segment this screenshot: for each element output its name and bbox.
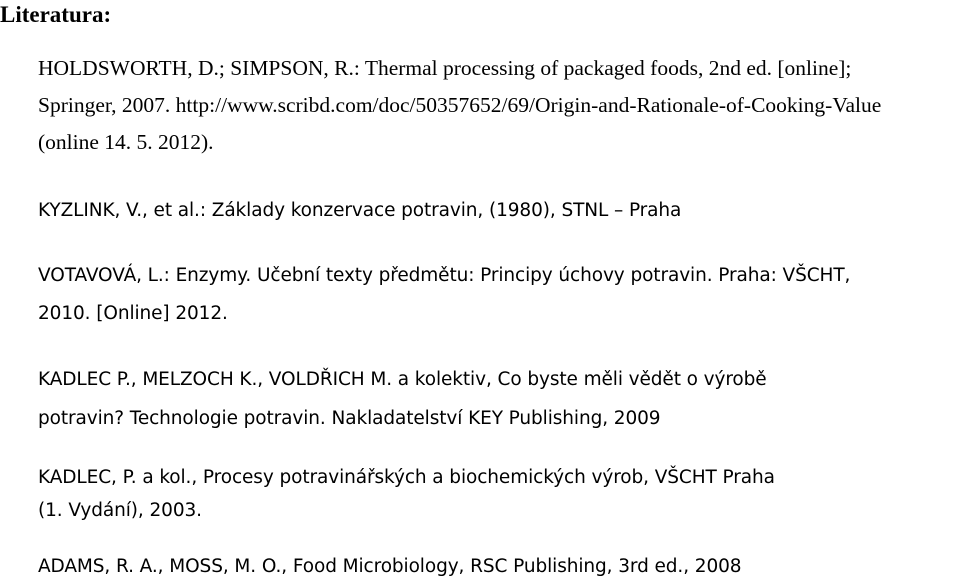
reference-line: 2010. [Online] 2012. — [38, 303, 228, 324]
reference-line: KADLEC P., MELZOCH K., VOLDŘICH M. a kolektiv, Co byste měli vědět o výrobě — [38, 369, 767, 390]
reference-line: Springer, 2007. http://www.scribd.com/doc/50357652/69/Origin-and-Rationale-of-Cooking-Value — [38, 93, 882, 117]
reference-line: potravin? Technologie potravin. Nakladatelství KEY Publishing, 2009 — [38, 408, 661, 429]
reference-line: (online 14. 5. 2012). — [38, 130, 214, 154]
page-title: Literatura: — [0, 2, 112, 27]
reference-line: ADAMS, R. A., MOSS, M. O., Food Microbiology, RSC Publishing, 3rd ed., 2008 — [38, 556, 742, 577]
reference-line: (1. Vydání), 2003. — [38, 500, 202, 521]
reference-line: HOLDSWORTH, D.; SIMPSON, R.: Thermal processing of packaged foods, 2nd ed. [online]; — [38, 56, 852, 80]
reference-line: VOTAVOVÁ, L.: Enzymy. Učební texty předmětu: Principy úchovy potravin. Praha: VŠCHT, — [38, 265, 851, 286]
reference-line: KADLEC, P. a kol., Procesy potravinářských a biochemických výrob, VŠCHT Praha — [38, 467, 775, 488]
reference-line: KYZLINK, V., et al.: Základy konzervace potravin, (1980), STNL – Praha — [38, 200, 682, 221]
